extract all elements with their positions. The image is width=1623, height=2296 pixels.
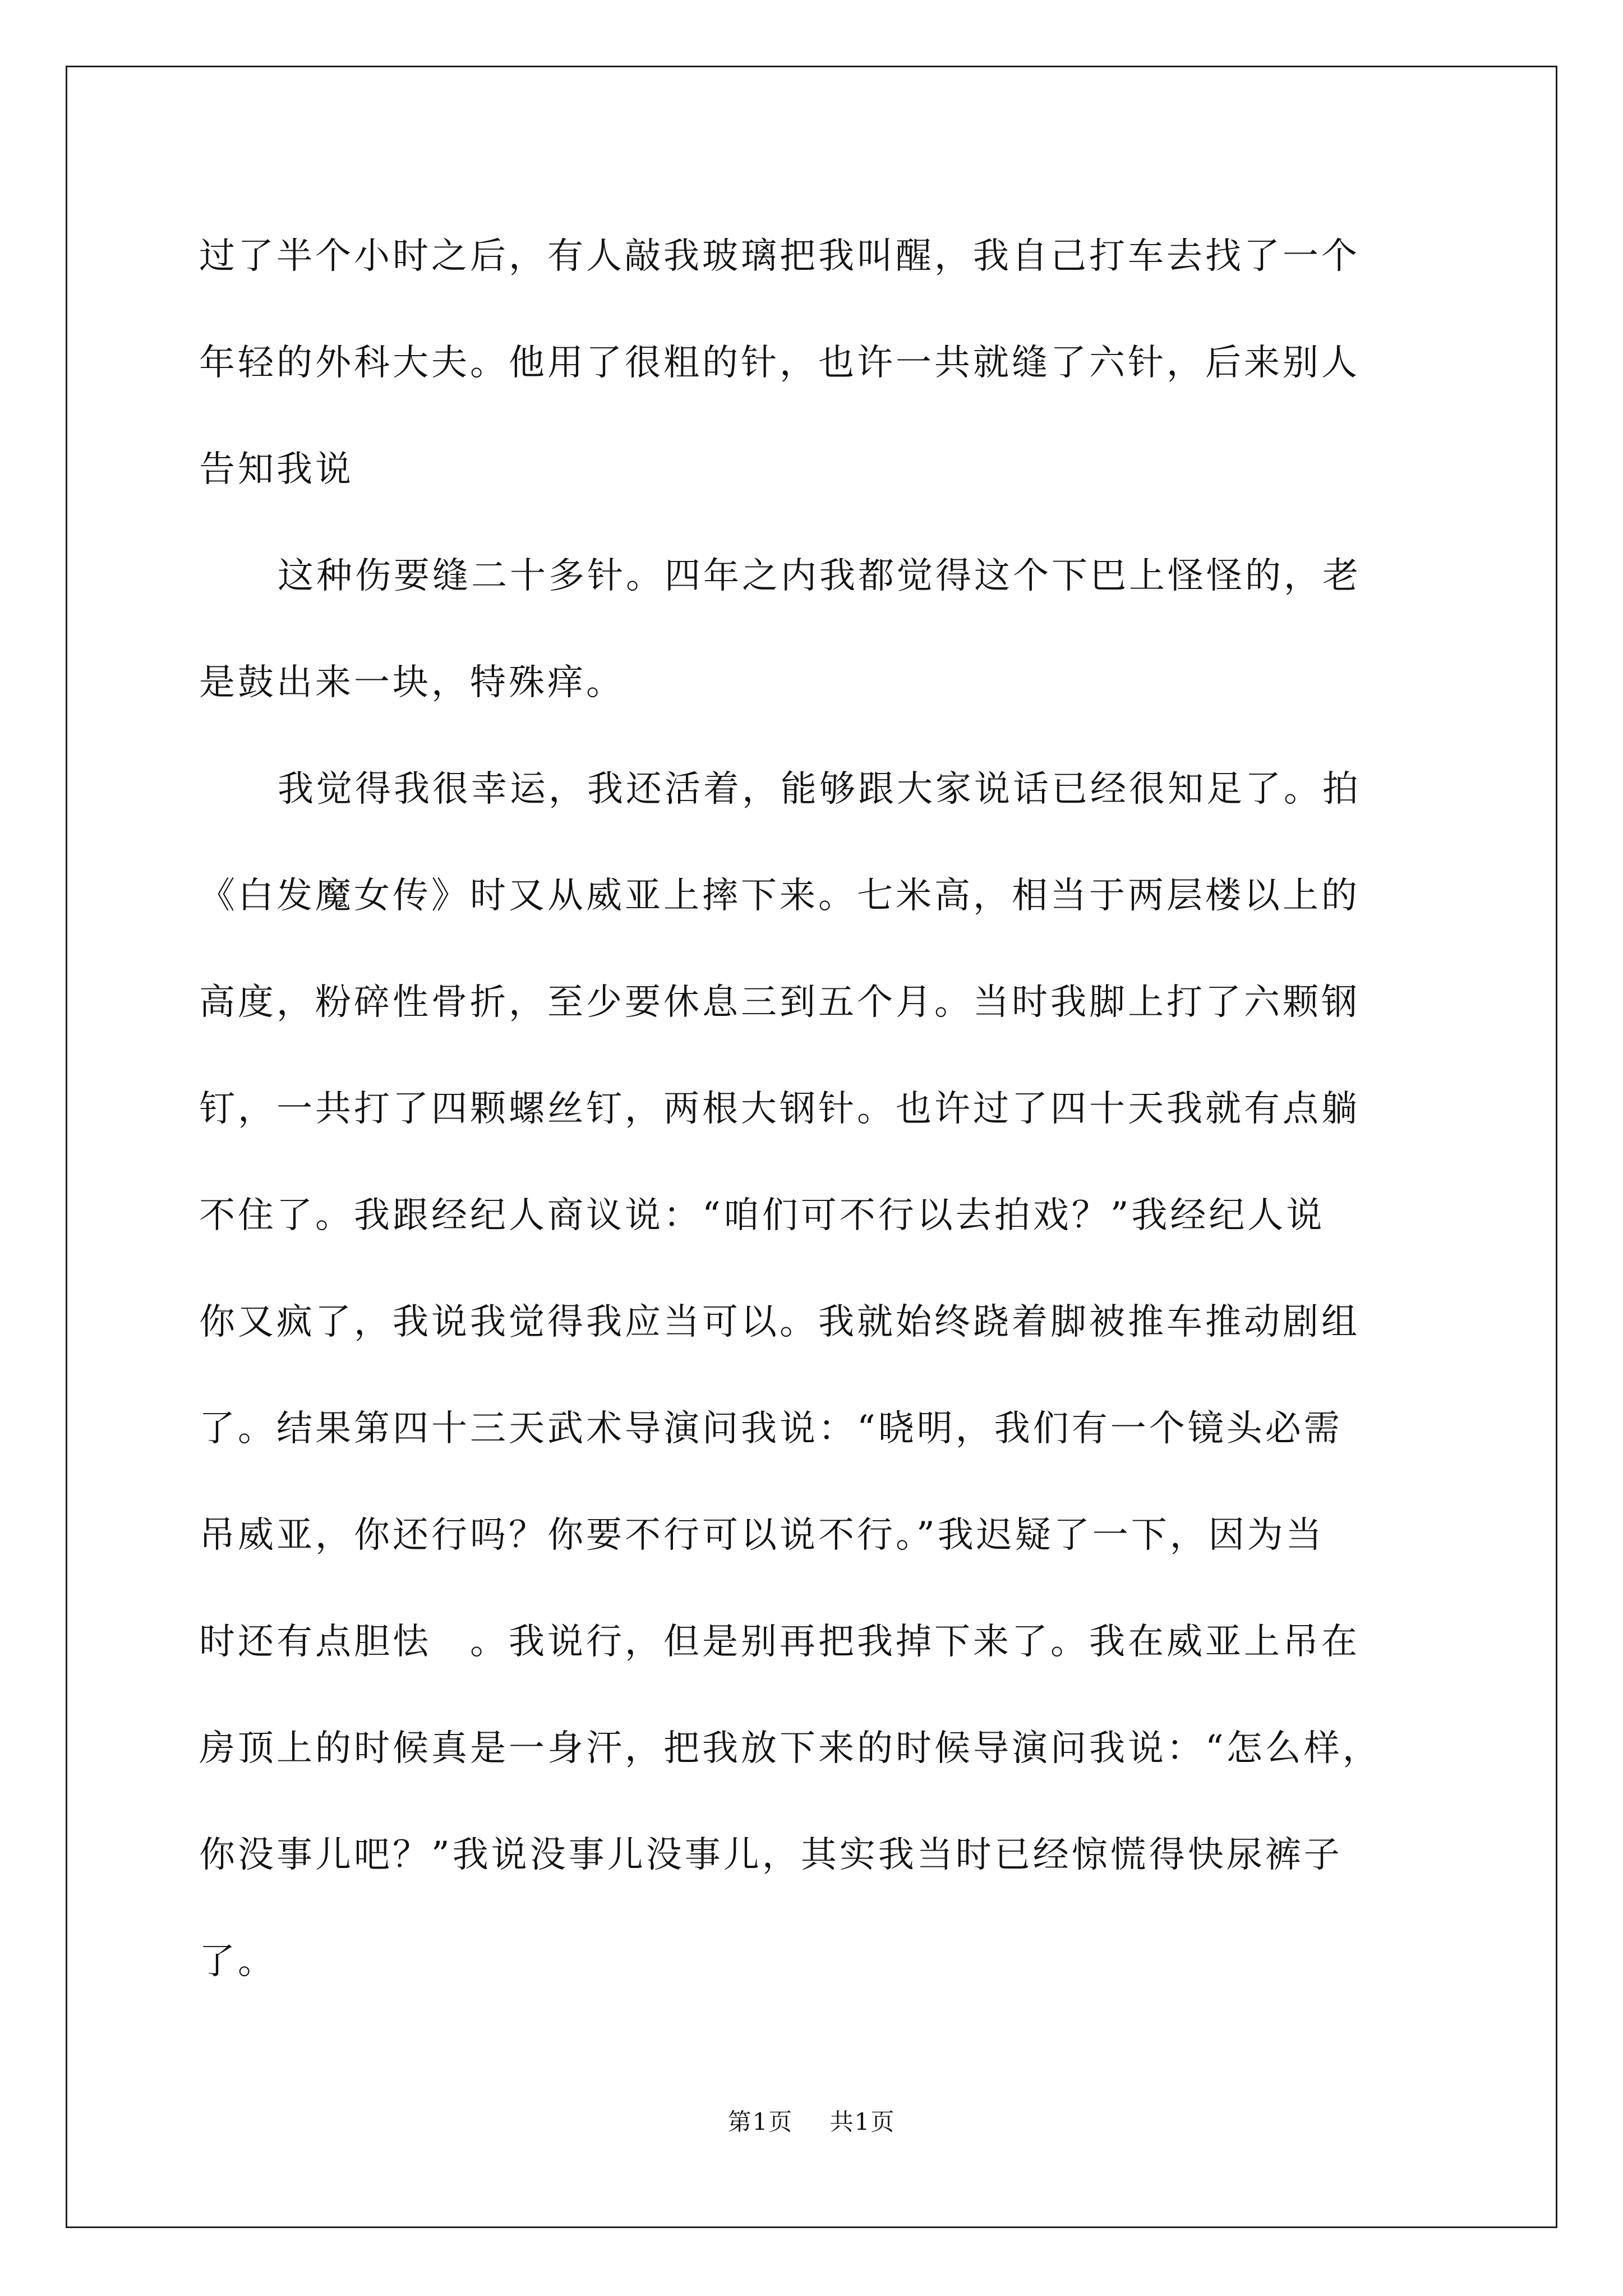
text-line: 我觉得我很幸运，我还活着，能够跟大家说话已经很知足了。拍 (278, 769, 1361, 810)
document-body (199, 203, 1433, 2015)
text-line: 你又疯了，我说我觉得我应当可以。我就始终跷着脚被推车推动剧组 (199, 1301, 1360, 1343)
text-line: 你没事儿吧？”我说没事儿没事儿，其实我当时已经惊慌得快尿裤子 (199, 1834, 1343, 1876)
page-total: 共1页 (829, 2108, 896, 2136)
text-line: 过了半个小时之后，有人敲我玻璃把我叫醒，我自己打车去找了一个 (199, 236, 1360, 277)
text-line: 时还有点胆怯 。我说行，但是别再把我掉下来了。我在威亚上吊在 (199, 1621, 1360, 1663)
text-line: 吊威亚，你还行吗？你要不行可以说不行。”我迟疑了一下，因为当 (199, 1515, 1325, 1556)
text-line: 是鼓出来一块，特殊痒。 (199, 662, 625, 703)
text-line: 钉，一共打了四颗螺丝钉，两根大钢针。也许过了四十天我就有点躺 (199, 1088, 1360, 1130)
page-number: 第1页 (727, 2108, 794, 2136)
text-line: 告知我说 (199, 449, 354, 490)
text-line: 这种伤要缝二十多针。四年之内我都觉得这个下巴上怪怪的，老 (278, 555, 1361, 597)
paragraph-2 (199, 523, 1433, 736)
paragraph-3 (199, 736, 1433, 2015)
text-line: 了。结果第四十三天武术导演问我说：“晓明，我们有一个镜头必需 (199, 1408, 1343, 1450)
text-line: 高度，粉碎性骨折，至少要休息三到五个月。当时我脚上打了六颗钢 (199, 982, 1360, 1023)
page-footer (0, 2104, 1623, 2137)
text-line: 房顶上的时候真是一身汗，把我放下来的时候导演问我说：“怎么样， (199, 1728, 1381, 1769)
text-line: 了。 (199, 1941, 276, 1982)
text-line: 《白发魔女传》时又从威亚上摔下来。七米高，相当于两层楼以上的 (199, 875, 1360, 917)
paragraph-1 (199, 203, 1433, 523)
text-line: 年轻的外科大夫。他用了很粗的针，也许一共就缝了六针，后来别人 (199, 342, 1360, 384)
text-line: 不住了。我跟经纪人商议说：“咱们可不行以去拍戏？”我经纪人说 (199, 1195, 1325, 1236)
